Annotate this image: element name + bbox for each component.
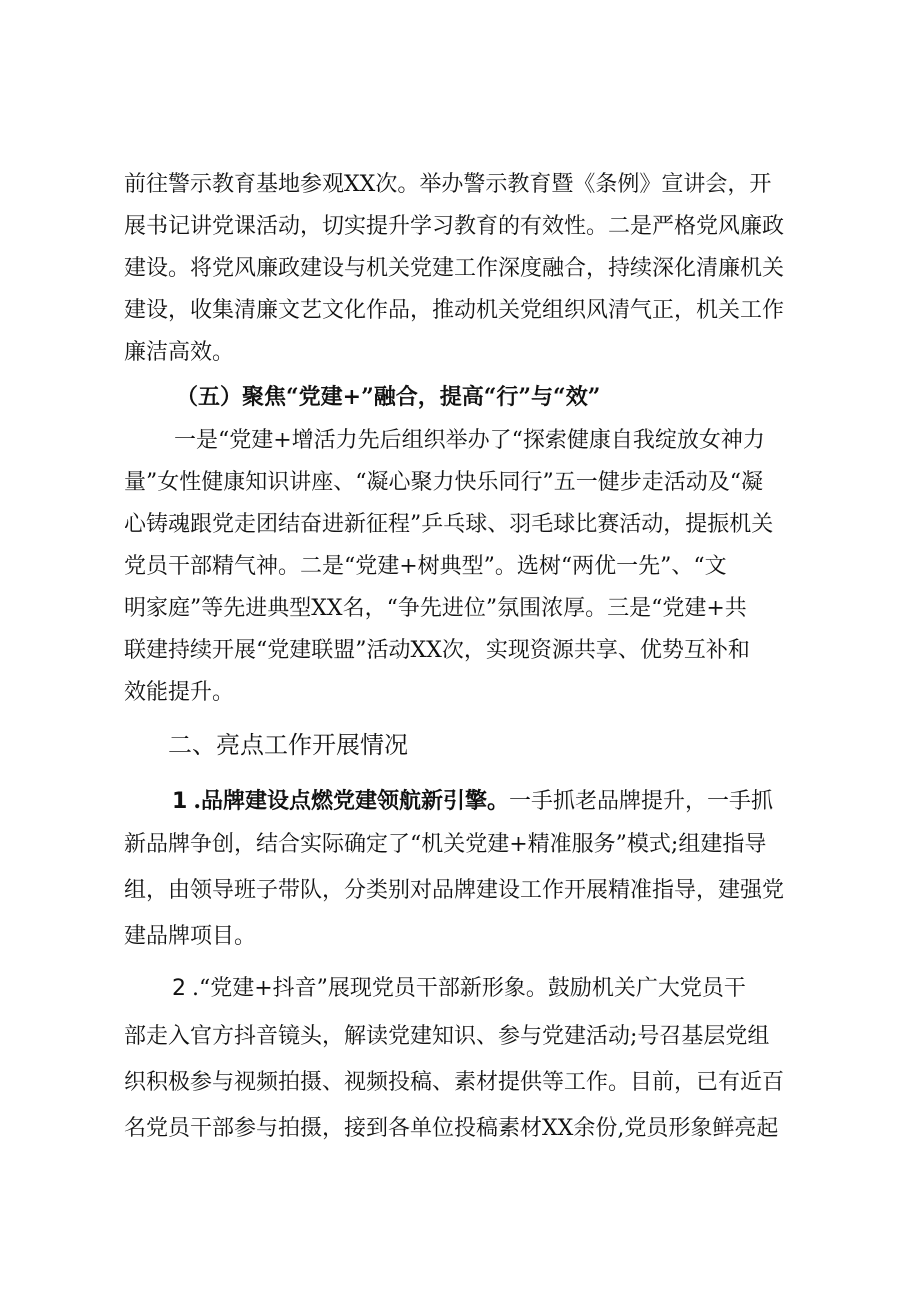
item-title: .品牌建设点燃党建领航新引擎。 <box>193 788 509 814</box>
paragraph-line: 量”女性健康知识讲座、“凝心聚力快乐同行”五一健步走活动及“凝 <box>124 470 763 495</box>
paragraph-line: 联建持续开展“党建联盟”活动XX次，实现资源共享、优势互补和 <box>124 638 750 663</box>
paragraph-line: 组，由领导班子带队，分类别对品牌建设工作开展精准指导，建强党 <box>124 878 785 903</box>
section-heading: 二、亮点工作开展情况 <box>168 731 408 759</box>
numbered-item-first-line <box>172 786 773 817</box>
paragraph-line: 党员干部精气神。二是“党建+树典型”。选树“两优一先”、“文 <box>124 554 727 579</box>
paragraph-line: 部走入官方抖音镜头，解读党建知识、参与党建活动;号召基层党组 <box>124 1024 770 1049</box>
item-text: 一手抓老品牌提升，一手抓 <box>508 789 773 814</box>
paragraph-line: 效能提升。 <box>124 680 235 705</box>
section-heading: （五）聚焦“党建+”融合，提高“行”与“效” <box>176 384 601 410</box>
paragraph-line: 明家庭”等先进典型XX名，“争先进位”氛围浓厚。三是“党建+共 <box>124 596 747 621</box>
paragraph-line: 廉洁高效。 <box>124 340 235 365</box>
paragraph-line: 新品牌争创，结合实际确定了“机关党建+精准服务”模式;组建指导 <box>124 832 767 857</box>
paragraph-line: 织积极参与视频拍摄、视频投稿、素材提供等工作。目前，已有近百 <box>124 1070 785 1095</box>
paragraph-line: 建设。将党风廉政建设与机关党建工作深度融合，持续深化清廉机关 <box>124 256 785 281</box>
paragraph-line: 建品牌项目。 <box>124 924 257 949</box>
paragraph-line: 建设，收集清廉文艺文化作品，推动机关党组织风清气正，机关工作 <box>124 298 785 323</box>
numbered-item-first-line <box>172 974 746 1004</box>
paragraph-line: 名党员干部参与拍摄，接到各单位投稿素材XX余份,党员形象鲜亮起 <box>124 1116 779 1141</box>
paragraph-line: 前往警示教育基地参观XX次。举办警示教育暨《条例》宣讲会，开 <box>124 172 772 197</box>
item-number: 2 <box>172 976 192 1001</box>
paragraph-line: 心铸魂跟党走团结奋进新征程”乒乓球、羽毛球比赛活动，提振机关 <box>124 512 774 537</box>
paragraph-line: 展书记讲党课活动，切实提升学习教育的有效性。二是严格党风廉政 <box>124 214 785 239</box>
paragraph-line: 一是“党建+增活力先后组织举办了“探索健康自我绽放女神力 <box>174 428 765 453</box>
item-text: .“党建+抖音”展现党员干部新形象。鼓励机关广大党员干 <box>192 976 746 1001</box>
item-number: 1 <box>172 789 194 814</box>
